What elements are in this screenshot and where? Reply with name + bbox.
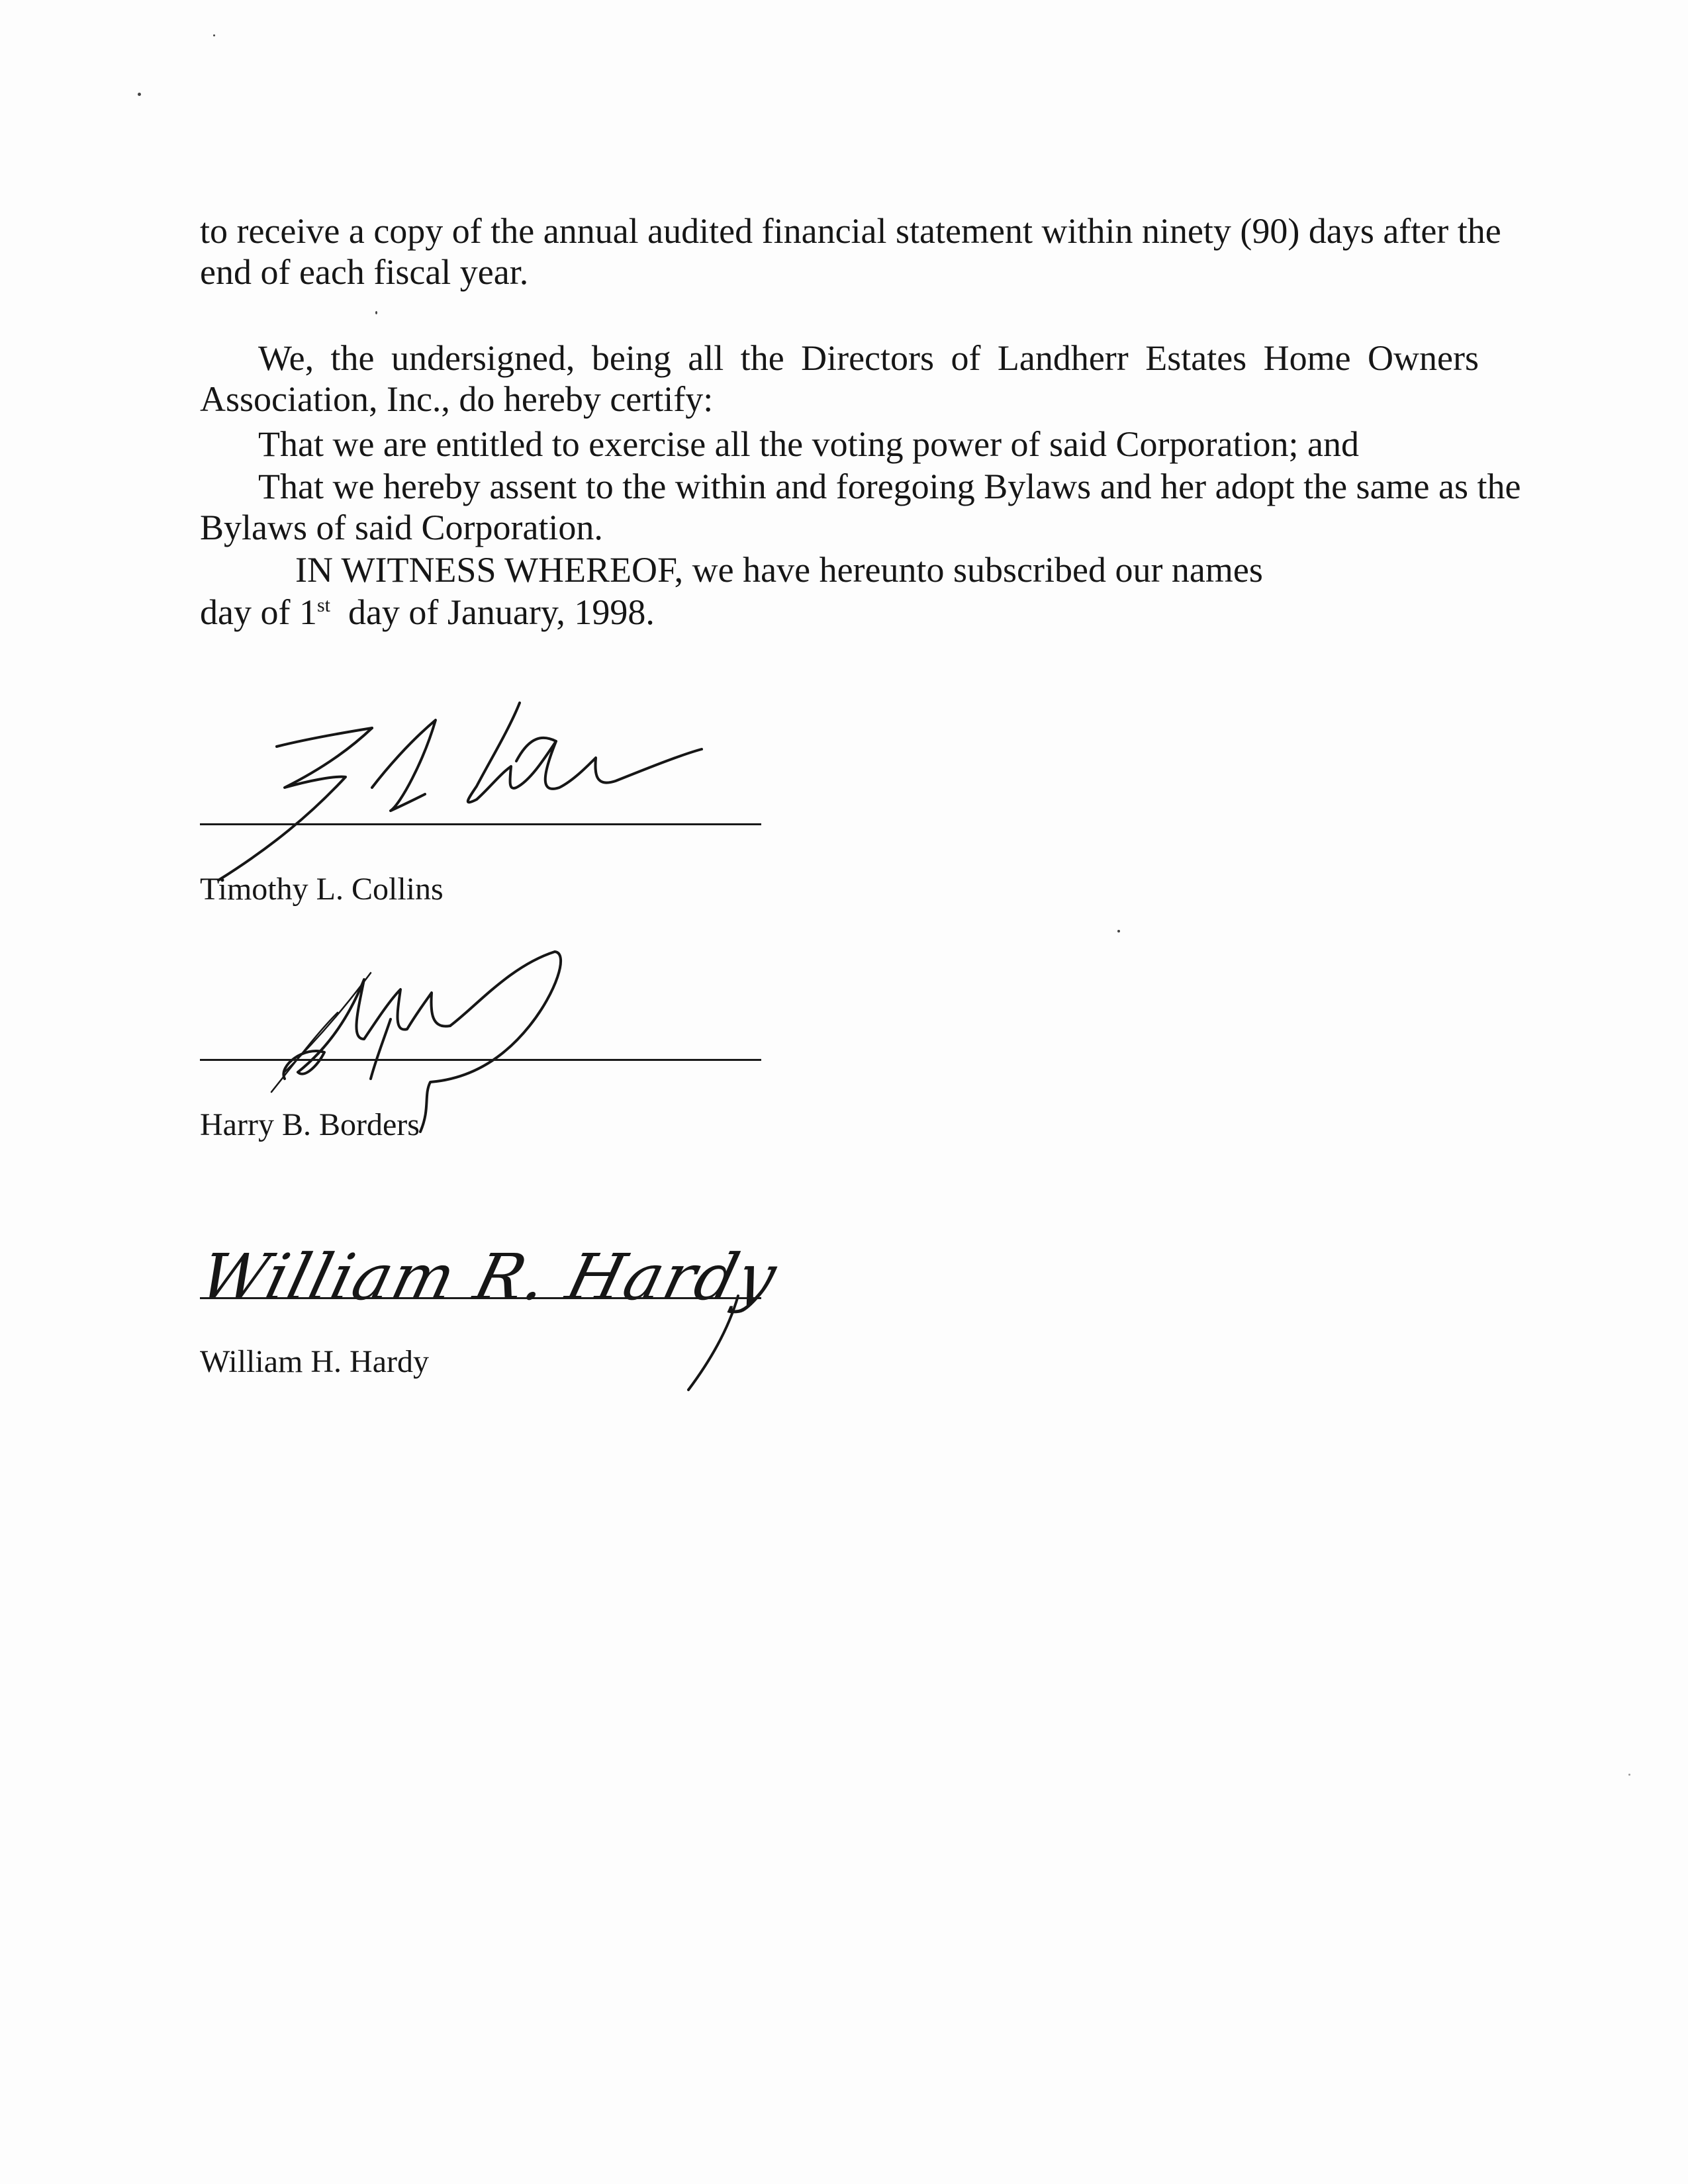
- body-line: to receive a copy of the annual audited financial statement within ninety (90) days after the: [200, 211, 1501, 251]
- scan-speck: [1117, 930, 1120, 933]
- date-line: [200, 592, 655, 633]
- body-line: That we hereby assent to the within and foregoing Bylaws and her adopt the same as the: [258, 467, 1521, 506]
- date-suffix: day of January, 1998.: [330, 592, 655, 632]
- signature-flourish: [669, 1291, 748, 1396]
- signature-line: [200, 823, 761, 825]
- signature-william-hardy: William R. Hardy: [193, 1240, 785, 1314]
- body-line: Bylaws of said Corporation.: [200, 508, 603, 547]
- signer-name-william-hardy: William H. Hardy: [200, 1344, 429, 1379]
- body-line: Association, Inc., do hereby certify:: [200, 379, 714, 419]
- scan-speck: [375, 311, 377, 314]
- body-line: We, the undersigned, being all the Directors of Landherr Estates Home Owners: [258, 338, 1479, 378]
- date-ordinal: st: [316, 594, 330, 616]
- signature-line: [200, 1297, 761, 1299]
- witness-line: IN WITNESS WHEREOF, we have hereunto subscribed our names: [295, 550, 1263, 590]
- scan-speck: [213, 34, 215, 36]
- signer-name-timothy-collins: Timothy L. Collins: [200, 872, 444, 907]
- date-prefix: day of 1: [200, 592, 317, 632]
- signer-name-harry-borders: Harry B. Borders: [200, 1107, 420, 1142]
- signature-timothy-collins: [199, 688, 715, 887]
- scan-speck: [1628, 1774, 1630, 1776]
- signature-line: [200, 1059, 761, 1061]
- body-line: That we are entitled to exercise all the voting power of said Corporation; and: [258, 424, 1359, 464]
- body-line: end of each fiscal year.: [200, 252, 529, 292]
- scan-speck: [138, 93, 141, 96]
